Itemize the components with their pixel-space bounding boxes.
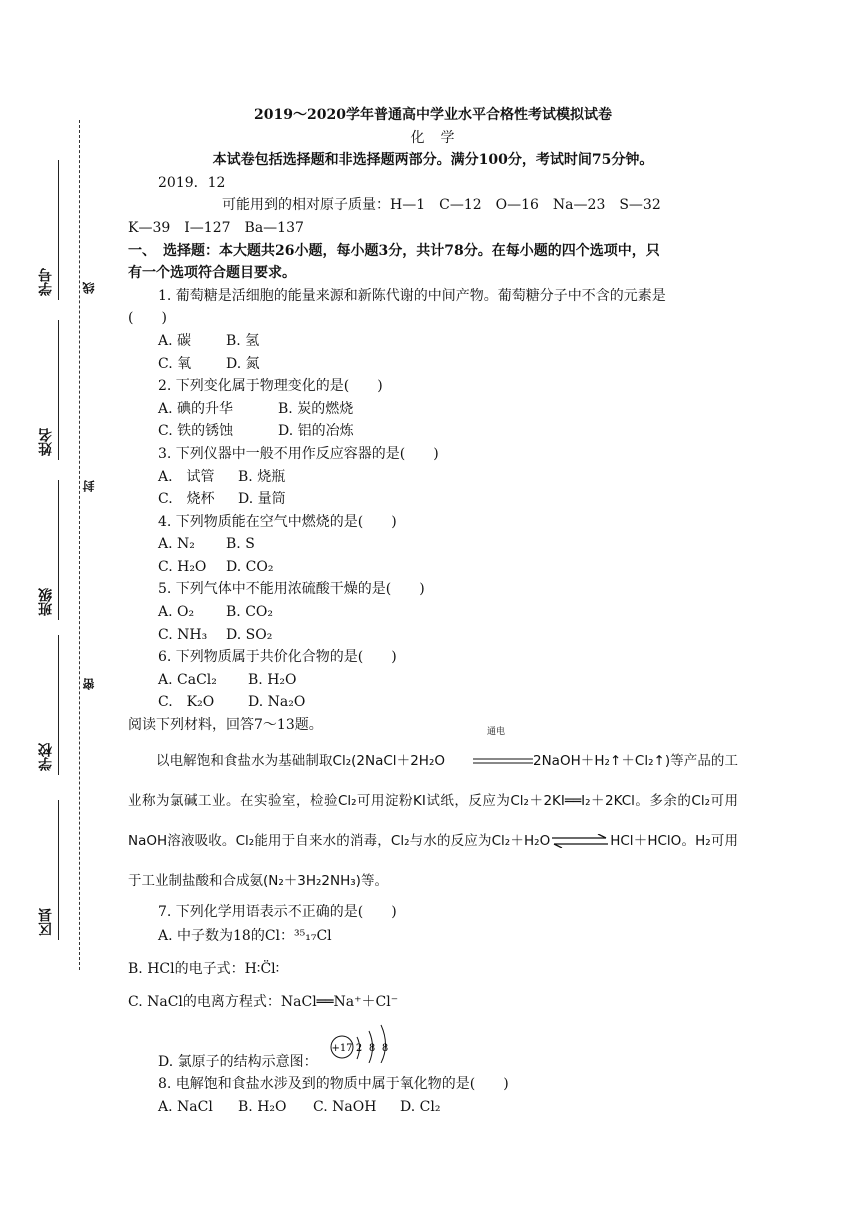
double-line-equals-icon [473,754,533,768]
option-a[interactable]: A. CaCl₂ [158,671,217,688]
field-underline [58,480,59,620]
field-class[interactable] [30,480,70,620]
option-c[interactable]: C. 铁的锈蚀 [158,423,234,440]
reading-intro: 阅读下列材料，回答7～13题。 [128,717,323,734]
option-d[interactable]: D. 氮 [226,355,260,372]
nucleus-charge: +17 [331,1043,353,1055]
shell-1-electrons: 2 [355,1043,363,1055]
atomic-mass-line-2: K—39 I—127 Ba—137 [128,219,304,236]
exam-instructions: 本试卷包括选择题和非选择题两部分。满分100分，考试时间75分钟。 [212,152,654,169]
cut-line [79,120,80,970]
option-d: D. 氯原子的结构示意图： [158,1053,318,1070]
option-d-row[interactable] [128,1015,738,1073]
option-b[interactable]: B. S [226,536,255,553]
field-name[interactable] [30,320,70,460]
option-b[interactable]: B. H₂O [238,1098,287,1115]
question-8-options [128,1096,738,1119]
question-1-options [128,330,738,353]
chlorine-atom-structure-diagram [328,1017,408,1063]
cut-mark-line: 线 [80,280,100,296]
question-6-stem: 6. 下列物质属于共价化合物的是( ) [158,649,397,666]
option-b[interactable]: B. H₂O [248,671,297,688]
passage-text-3: HCl＋HClO。H₂可用于工业制盐酸和合成氨(N₂＋3H₂2NH₃)等。 [128,832,738,889]
question-3-options [128,466,738,489]
option-d[interactable]: D. CO₂ [226,558,274,575]
option-a[interactable]: A. 试管 [158,468,215,485]
option-c[interactable]: C. K₂O [158,694,215,711]
option-b[interactable]: B. 炭的燃烧 [278,400,354,417]
cut-mark-seal: 封 [80,478,100,494]
exam-title: 2019～2020学年普通高中学业水平合格性考试模拟试卷 [254,107,612,123]
section-heading-line-2: 有一个选项符合题目要求。 [128,265,296,282]
option-d[interactable]: D. 量筒 [238,491,286,508]
question-1-blank: ( ) [128,310,167,327]
question-5-options [128,601,738,624]
question-8-stem: 8. 电解饱和食盐水涉及到的物质中属于氧化物的是( ) [158,1076,509,1093]
option-b[interactable]: B. CO₂ [226,604,273,621]
question-1-options-2 [128,353,738,376]
field-label: 区县 [38,908,54,936]
exam-content [128,104,738,1118]
reading-passage [128,726,738,901]
question-5-options-2 [128,624,738,647]
option-d[interactable]: D. Cl₂ [400,1098,441,1115]
option-a[interactable]: A. O₂ [158,604,195,621]
option-b[interactable]: B. 氢 [226,332,260,349]
reversible-arrow-icon [550,834,610,848]
question-2-options [128,398,738,421]
option-c[interactable]: C. NaOH [313,1098,377,1115]
field-label: 学号 [38,268,54,296]
field-label: 姓名 [38,428,54,456]
field-student-id[interactable] [30,160,70,300]
option-c[interactable]: C. NaCl的电离方程式：NaCl══Na⁺＋Cl⁻ [128,994,399,1011]
question-4-options-2 [128,556,738,579]
option-a[interactable]: A. 中子数为18的Cl：³⁵₁₇Cl [158,928,332,945]
passage-text-2: 2NaOH＋H₂↑＋Cl₂↑)等产品的工业称为氯碱工业。在实验室，检验Cl₂可用淀粉KI试纸，反应为Cl₂＋2KI══I₂＋2KCl。多余的Cl₂可用NaOH溶液吸收。Cl₂能用于自来水的消毒，Cl₂与水的反应为Cl₂＋H₂O [128,752,738,849]
section-heading-line-1: 一、 选择题：本大题共26小题，每小题3分，共计78分。在每小题的四个选项中，只 [128,242,660,259]
electrolysis-arrow [445,726,533,781]
field-label: 班级 [38,588,54,616]
field-underline [58,320,59,460]
option-c[interactable]: C. 烧杯 [158,491,215,508]
question-4-options [128,533,738,556]
question-6-options-2 [128,691,738,714]
exam-subject: 化 学 [410,129,456,146]
question-4-stem: 4. 下列物质能在空气中燃烧的是( ) [158,513,397,530]
question-3-options-2 [128,488,738,511]
passage-text-1: 以电解饱和食盐水为基础制取Cl₂(2NaCl＋2H₂O [156,752,445,769]
option-d[interactable]: D. Na₂O [248,694,306,711]
question-3-stem: 3. 下列仪器中一般不用作反应容器的是( ) [158,445,439,462]
shell-3-electrons: 8 [381,1043,389,1055]
field-underline [58,635,59,775]
field-school[interactable] [30,635,70,775]
option-b[interactable]: B. 烧瓶 [238,468,286,485]
section-heading [128,240,738,285]
option-d[interactable]: D. SO₂ [226,626,273,643]
option-a[interactable]: A. 碘的升华 [158,400,234,417]
question-5-stem: 5. 下列气体中不能用浓硫酸干燥的是( ) [158,581,425,598]
option-a[interactable]: A. N₂ [158,536,195,553]
field-district[interactable] [30,800,70,940]
option-a[interactable]: A. 碳 [158,332,192,349]
option-c[interactable]: C. NH₃ [158,626,208,643]
option-d[interactable]: D. 铝的冶炼 [278,423,354,440]
exam-date: 2019．12 [158,174,226,191]
electrolysis-label: 通电 [486,726,505,737]
question-2-options-2 [128,420,738,443]
field-label: 学校 [38,743,54,771]
shell-2-electrons: 8 [368,1043,376,1055]
option-c[interactable]: C. 氧 [158,355,192,372]
question-6-options [128,669,738,692]
atomic-mass-line-1: 可能用到的相对原子质量：H—1 C—12 O—16 Na—23 S—32 [222,197,661,214]
question-1-stem: 1. 葡萄糖是活细胞的能量来源和新陈代谢的中间产物。葡萄糖分子中不含的元素是 [158,287,666,304]
option-a[interactable]: A. NaCl [158,1098,213,1115]
option-c[interactable]: C. H₂O [158,558,207,575]
field-underline [58,160,59,300]
question-2-stem: 2. 下列变化属于物理变化的是( ) [158,378,383,395]
field-underline [58,800,59,940]
binding-margin [30,120,100,970]
cut-mark-secret: 密 [80,676,100,692]
question-7-stem: 7. 下列化学用语表示不正确的是( ) [158,903,397,920]
option-b[interactable]: B. HCl的电子式：H∶C̈l∶ [128,961,280,978]
